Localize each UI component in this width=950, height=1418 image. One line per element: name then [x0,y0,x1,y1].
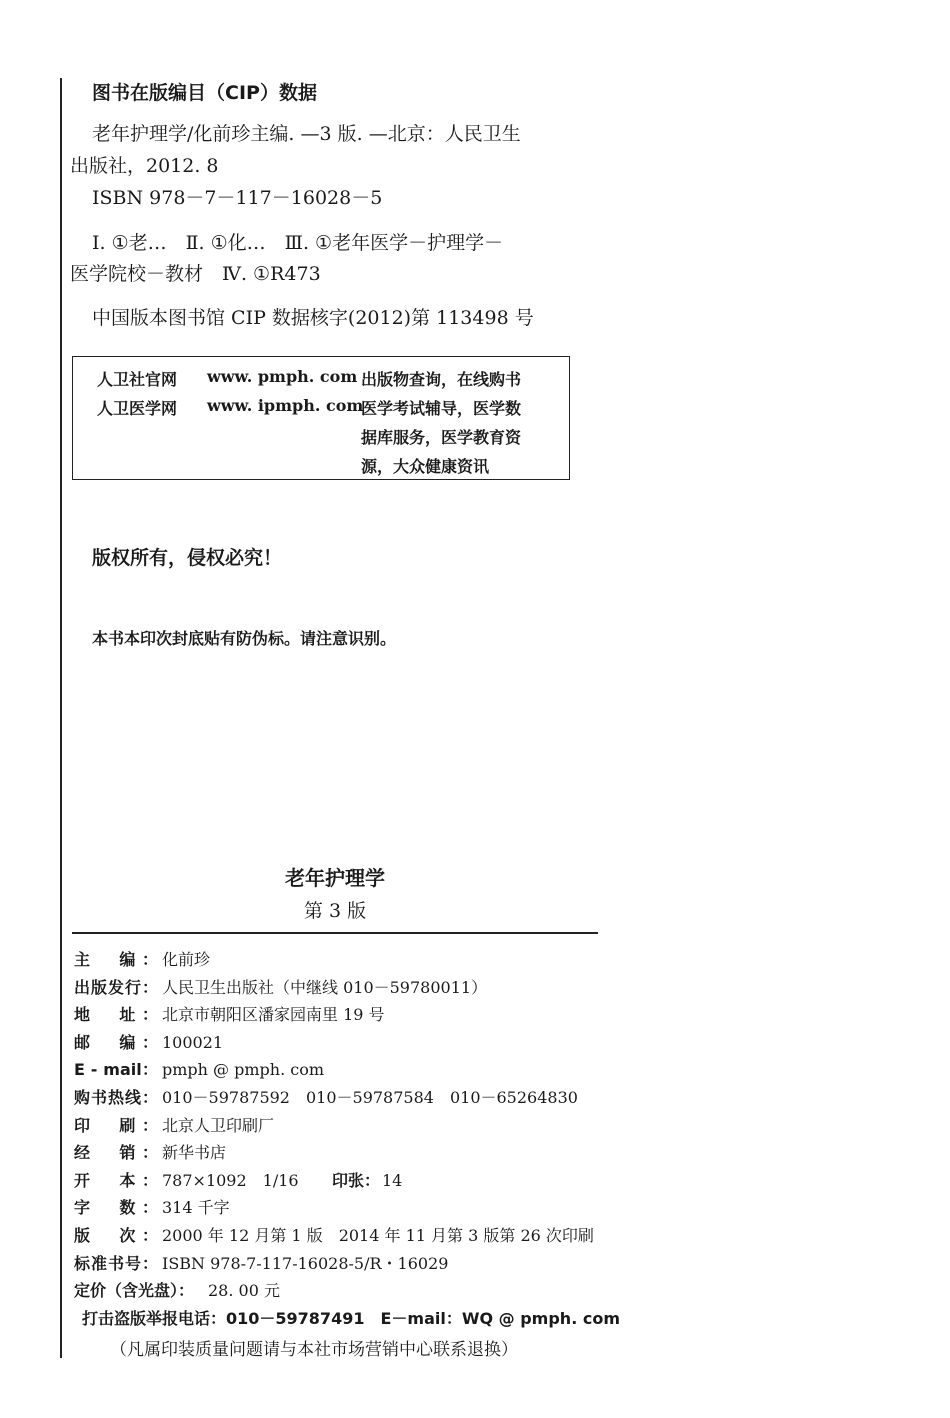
box-desc-line: 医学考试辅导，医学数 [361,399,522,418]
detail-value: 28. 00 元 [208,1281,280,1301]
cip-isbn: ISBN 978－7－117－16028－5 [92,187,383,209]
divider [72,932,598,934]
detail-label: 开 本： [74,1170,158,1190]
detail-value: 化前珍 [162,950,211,969]
cip-data-number: 中国版本图书馆 CIP 数据核字(2012)第 113498 号 [92,307,534,329]
box-desc-line: 出版物查询，在线购书 [361,370,522,389]
detail-label: E - mail： [74,1060,158,1080]
detail-label: 版 次： [74,1225,158,1245]
detail-label: 经 销： [74,1143,158,1163]
detail-value: 新华书店 [162,1143,227,1163]
detail-value: 100021 [162,1032,224,1052]
site1-name: 人卫社官网 [97,370,178,389]
box-desc-line: 源，大众健康资讯 [361,457,490,476]
cip-line-2: 出版社，2012. 8 [70,155,219,177]
detail-label: 定价（含光盘）： [74,1281,195,1301]
site2-name: 人卫医学网 [97,399,178,418]
box-desc-line: 据库服务，医学教育资 [361,428,522,447]
cip-line-5: 医学院校－教材 Ⅳ. ①R473 [70,263,321,285]
book-title: 老年护理学 [285,866,385,890]
detail-value: 北京人卫印刷厂 [162,1115,275,1135]
cip-line-1: 老年护理学/化前珍主编. —3 版. —北京：人民卫生 [92,123,521,145]
return-notice: （凡属印装质量问题请与本社市场营销中心联系退换） [110,1340,518,1360]
detail-label: 地 址： [74,1005,158,1025]
cip-line-4: Ⅰ. ①老… Ⅱ. ①化… Ⅲ. ①老年医学－护理学－ [92,232,504,254]
left-margin-rule [60,78,62,1358]
detail-label: 出版发行： [74,977,158,997]
detail-value: 北京市朝阳区潘家园南里 19 号 [162,1005,385,1025]
anti-piracy-hotline: 打击盗版举报电话：010－59787491 E－mail：WQ @ pmph. com [82,1309,620,1328]
sheet-count-label: 印张： [332,1170,381,1190]
website-info-box [72,356,570,480]
detail-value: 010－59787592 010－59787584 010－65264830 [162,1087,578,1107]
detail-value: ISBN 978-7-117-16028-5/R・16029 [162,1253,449,1273]
detail-label: 邮 编： [74,1032,158,1052]
detail-label: 字 数： [74,1198,158,1218]
detail-value: 314 千字 [162,1198,230,1218]
detail-value: 2000 年 12 月第 1 版 2014 年 11 月第 3 版第 26 次印刷 [162,1225,594,1245]
book-edition: 第 3 版 [303,900,367,922]
detail-value: 人民卫生出版社（中继线 010－59780011） [162,977,488,997]
detail-label: 购书热线： [74,1087,158,1107]
detail-label: 印 刷： [74,1115,158,1135]
site2-url: www. ipmph. com [207,396,364,415]
detail-label: 主 编： [74,950,158,969]
detail-value: pmph @ pmph. com [162,1060,325,1080]
sheet-count-value: 14 [382,1170,403,1190]
detail-label: 标准书号： [74,1253,158,1273]
detail-value: 787×1092 1/16 [162,1170,299,1190]
security-label-notice: 本书本印次封底贴有防伪标。请注意识别。 [92,629,397,648]
site1-url: www. pmph. com [207,367,358,386]
copyright-notice: 版权所有，侵权必究！ [92,547,283,569]
cip-heading: 图书在版编目（CIP）数据 [92,82,317,104]
